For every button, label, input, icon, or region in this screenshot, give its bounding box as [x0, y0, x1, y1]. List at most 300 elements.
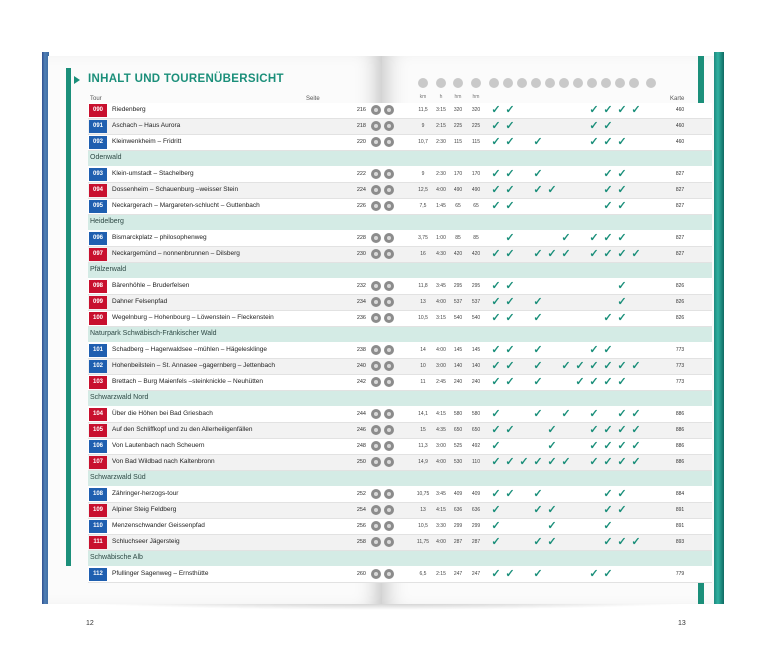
- table-row: [88, 407, 712, 423]
- check-icon: ✓: [603, 120, 613, 132]
- stat-km: 6,5: [419, 571, 427, 577]
- check-icon: ✓: [589, 104, 599, 116]
- check-icon: ✓: [603, 424, 613, 436]
- stat-hm2: 85: [473, 235, 479, 241]
- tour-number-badge: 106: [89, 440, 107, 453]
- stat-hm2: 65: [473, 203, 479, 209]
- tour-number-badge: 099: [89, 296, 107, 309]
- table-row: [88, 231, 712, 247]
- stat-km: 16: [420, 251, 426, 257]
- car-icon: [418, 78, 428, 88]
- difficulty-icon: [371, 249, 381, 259]
- tour-name: Bismarckplatz – philosophenweg: [112, 234, 207, 241]
- stat-hm1: 420: [453, 251, 463, 257]
- table-row: [88, 119, 712, 135]
- check-icon: ✓: [491, 440, 501, 452]
- table-row: [88, 487, 712, 503]
- stat-km: 7,5: [419, 203, 427, 209]
- check-icon: ✓: [491, 312, 501, 324]
- rating-icon: [384, 233, 394, 243]
- check-icon: ✓: [603, 360, 613, 372]
- stat-km: 3,75: [418, 235, 428, 241]
- difficulty-icon: [371, 105, 381, 115]
- check-icon: ✓: [505, 568, 515, 580]
- check-icon: ✓: [589, 120, 599, 132]
- karte-number: 826: [675, 299, 685, 305]
- check-icon: ✓: [505, 280, 515, 292]
- tour-name: Klein-umstadt – Stachelberg: [112, 170, 194, 177]
- rating-icon: [384, 537, 394, 547]
- check-icon: ✓: [589, 360, 599, 372]
- tour-name: Pfullinger Sagenweg – Ernsthütte: [112, 570, 209, 577]
- check-icon: ✓: [505, 136, 515, 148]
- region-header: [88, 263, 712, 279]
- tour-page: 244: [356, 411, 366, 417]
- unit-label: h: [439, 94, 443, 100]
- difficulty-icon: [371, 537, 381, 547]
- stat-h: 1:00: [436, 235, 446, 241]
- tour-page: 236: [356, 315, 366, 321]
- check-icon: ✓: [491, 104, 501, 116]
- check-icon: ✓: [533, 456, 543, 468]
- table-row: [88, 103, 712, 119]
- tour-number-badge: 103: [89, 376, 107, 389]
- stat-h: 2:30: [436, 171, 446, 177]
- stat-h: 2:15: [436, 571, 446, 577]
- table-row: [88, 439, 712, 455]
- check-icon: ✓: [505, 200, 515, 212]
- tour-page: 220: [356, 139, 366, 145]
- stat-hm2: 420: [471, 251, 481, 257]
- check-icon: ✓: [491, 200, 501, 212]
- check-icon: ✓: [617, 504, 627, 516]
- check-icon: ✓: [617, 232, 627, 244]
- table-row: [88, 375, 712, 391]
- check-icon: ✓: [533, 248, 543, 260]
- check-icon: ✓: [561, 248, 571, 260]
- table-row: [88, 567, 712, 583]
- check-icon: ✓: [533, 488, 543, 500]
- rating-icon: [384, 505, 394, 515]
- rating-icon: [384, 281, 394, 291]
- difficulty-icon: [371, 169, 381, 179]
- rating-icon: [384, 105, 394, 115]
- stat-h: 3:00: [436, 363, 446, 369]
- karte-number: 891: [675, 507, 685, 513]
- stat-km: 11,5: [418, 107, 428, 113]
- stat-hm1: 247: [453, 571, 463, 577]
- book-edge-right: [714, 52, 724, 604]
- stat-h: 4:00: [436, 459, 446, 465]
- train-icon: [503, 78, 513, 88]
- stat-h: 2:15: [436, 123, 446, 129]
- check-icon: ✓: [617, 360, 627, 372]
- karte-number: 827: [675, 235, 685, 241]
- check-icon: ✓: [575, 360, 585, 372]
- check-icon: ✓: [603, 232, 613, 244]
- tour-name: Schadberg – Hagerwaldsee –mühlen – Hägelesklinge: [112, 346, 268, 353]
- stat-hm1: 295: [453, 283, 463, 289]
- rating-icon: [384, 489, 394, 499]
- tour-number-badge: 096: [89, 232, 107, 245]
- table-row: [88, 247, 712, 263]
- mountain-icon: [453, 78, 463, 88]
- stat-hm1: 140: [453, 363, 463, 369]
- region-label: Heidelberg: [90, 218, 124, 225]
- stat-hm1: 320: [453, 107, 463, 113]
- region-header: [88, 551, 712, 567]
- check-icon: ✓: [533, 568, 543, 580]
- stat-km: 15: [420, 427, 426, 433]
- stat-km: 12,5: [418, 187, 428, 193]
- difficulty-icon: [371, 233, 381, 243]
- tour-number-badge: 090: [89, 104, 107, 117]
- parking-icon: [489, 78, 499, 88]
- check-icon: ✓: [589, 136, 599, 148]
- stat-hm1: 299: [453, 523, 463, 529]
- tour-name: Wegelnburg – Hohenbourg – Löwenstein – Fleckenstein: [112, 314, 274, 321]
- page-title: INHALT UND TOURENÜBERSICHT: [88, 73, 284, 85]
- stat-h: 3:30: [436, 523, 446, 529]
- check-icon: ✓: [533, 312, 543, 324]
- header-seite: Seite: [306, 96, 320, 102]
- check-icon: ✓: [491, 408, 501, 420]
- check-icon: ✓: [603, 248, 613, 260]
- check-icon: ✓: [533, 344, 543, 356]
- stat-h: 4:15: [436, 411, 446, 417]
- map-icon: [646, 78, 656, 88]
- tour-number-badge: 098: [89, 280, 107, 293]
- tour-page: 248: [356, 443, 366, 449]
- check-icon: ✓: [631, 440, 641, 452]
- check-icon: ✓: [547, 536, 557, 548]
- check-icon: ✓: [589, 424, 599, 436]
- check-icon: ✓: [547, 248, 557, 260]
- check-icon: ✓: [505, 296, 515, 308]
- tour-name: Neckargemünd – nonnenbrunnen – Dilsberg: [112, 250, 240, 257]
- check-icon: ✓: [617, 280, 627, 292]
- tour-page: 254: [356, 507, 366, 513]
- check-icon: ✓: [589, 440, 599, 452]
- rating-icon: [384, 569, 394, 579]
- tour-page: 246: [356, 427, 366, 433]
- cable-car-icon: [517, 78, 527, 88]
- water-icon: [615, 78, 625, 88]
- check-icon: ✓: [491, 504, 501, 516]
- stat-hm2: 492: [471, 443, 481, 449]
- stat-h: 3:00: [436, 443, 446, 449]
- check-icon: ✓: [631, 104, 641, 116]
- check-icon: ✓: [491, 184, 501, 196]
- page-number-left: 12: [86, 620, 94, 627]
- tour-table: [88, 103, 712, 583]
- table-row: [88, 455, 712, 471]
- check-icon: ✓: [631, 360, 641, 372]
- region-header: [88, 151, 712, 167]
- check-icon: ✓: [617, 168, 627, 180]
- region-header: [88, 391, 712, 407]
- check-icon: ✓: [617, 376, 627, 388]
- stat-hm2: 225: [471, 123, 481, 129]
- check-icon: ✓: [505, 488, 515, 500]
- check-icon: ✓: [561, 456, 571, 468]
- difficulty-icon: [371, 489, 381, 499]
- karte-number: 826: [675, 315, 685, 321]
- check-icon: ✓: [547, 520, 557, 532]
- table-row: [88, 311, 712, 327]
- check-icon: ✓: [505, 120, 515, 132]
- tour-name: Riedenberg: [112, 106, 146, 113]
- stat-hm2: 115: [472, 139, 480, 145]
- karte-number: 826: [675, 283, 685, 289]
- rating-icon: [384, 457, 394, 467]
- rating-icon: [384, 425, 394, 435]
- difficulty-icon: [371, 441, 381, 451]
- rating-icon: [384, 169, 394, 179]
- stat-hm2: 140: [471, 363, 481, 369]
- tour-page: 218: [356, 123, 366, 129]
- check-icon: ✓: [491, 536, 501, 548]
- check-icon: ✓: [491, 520, 501, 532]
- check-icon: ✓: [575, 376, 585, 388]
- region-label: Schwarzwald Nord: [90, 394, 149, 401]
- stat-h: 4:00: [436, 299, 446, 305]
- stat-hm1: 636: [453, 507, 463, 513]
- check-icon: ✓: [631, 536, 641, 548]
- tour-page: 224: [356, 187, 366, 193]
- check-icon: ✓: [589, 568, 599, 580]
- tour-number-badge: 100: [89, 312, 107, 325]
- check-icon: ✓: [617, 104, 627, 116]
- tour-number-badge: 109: [89, 504, 107, 517]
- karte-number: 827: [675, 171, 685, 177]
- karte-number: 886: [675, 427, 685, 433]
- tour-name: Von Lautenbach nach Scheuern: [112, 442, 205, 449]
- check-icon: ✓: [547, 456, 557, 468]
- table-row: [88, 423, 712, 439]
- stat-hm1: 530: [453, 459, 463, 465]
- accent-bar-left: [66, 68, 71, 566]
- check-icon: ✓: [491, 280, 501, 292]
- stat-h: 2:30: [436, 139, 446, 145]
- stat-km: 11,8: [418, 283, 428, 289]
- region-label: Schwäbische Alb: [90, 554, 143, 561]
- karte-number: 891: [675, 523, 685, 529]
- check-icon: ✓: [589, 248, 599, 260]
- rating-icon: [384, 313, 394, 323]
- stat-km: 13: [420, 507, 426, 513]
- stat-hm2: 247: [471, 571, 481, 577]
- castle-icon: [601, 78, 611, 88]
- restaurant-icon: [531, 78, 541, 88]
- check-icon: ✓: [491, 168, 501, 180]
- tour-page: 222: [356, 171, 366, 177]
- bus-icon: [436, 78, 446, 88]
- rating-icon: [384, 297, 394, 307]
- stat-km: 9: [421, 171, 425, 177]
- table-row: [88, 279, 712, 295]
- rating-icon: [384, 121, 394, 131]
- check-icon: ✓: [491, 344, 501, 356]
- check-icon: ✓: [603, 376, 613, 388]
- rating-icon: [384, 361, 394, 371]
- region-label: Naturpark Schwäbisch-Fränkischer Wald: [90, 330, 217, 337]
- check-icon: ✓: [533, 376, 543, 388]
- region-label: Pfälzerwald: [90, 266, 127, 273]
- check-icon: ✓: [533, 360, 543, 372]
- table-row: [88, 535, 712, 551]
- tour-page: 258: [356, 539, 366, 545]
- check-icon: ✓: [491, 136, 501, 148]
- stat-hm1: 580: [453, 411, 463, 417]
- rating-icon: [384, 185, 394, 195]
- table-row: [88, 135, 712, 151]
- check-icon: ✓: [603, 168, 613, 180]
- check-icon: ✓: [603, 504, 613, 516]
- table-row: [88, 359, 712, 375]
- region-header: [88, 215, 712, 231]
- check-icon: ✓: [505, 344, 515, 356]
- stat-h: 4:00: [436, 347, 446, 353]
- tour-page: 256: [356, 523, 366, 529]
- wheelchair-icon: [587, 78, 597, 88]
- check-icon: ✓: [561, 360, 571, 372]
- tour-name: Hohenbeilstein – St. Annasee –gagernberg – Jettenbach: [112, 362, 275, 369]
- difficulty-icon: [371, 521, 381, 531]
- tour-name: Alpiner Steig Feldberg: [112, 506, 177, 513]
- tour-page: 232: [356, 283, 366, 289]
- check-icon: ✓: [631, 456, 641, 468]
- tour-number-badge: 093: [89, 168, 107, 181]
- tour-page: 234: [356, 299, 366, 305]
- tour-name: Dahner Felsenpfad: [112, 298, 168, 305]
- stat-km: 10,5: [418, 315, 428, 321]
- stat-km: 11,3: [418, 443, 428, 449]
- difficulty-icon: [371, 361, 381, 371]
- karte-number: 886: [675, 459, 685, 465]
- stat-hm2: 295: [471, 283, 481, 289]
- difficulty-icon: [371, 313, 381, 323]
- karte-number: 886: [675, 443, 685, 449]
- tour-name: Von Bad Wildbad nach Kaltenbronn: [112, 458, 215, 465]
- header-karte: Karte: [670, 96, 685, 102]
- check-icon: ✓: [533, 296, 543, 308]
- stat-hm1: 409: [453, 491, 463, 497]
- table-row: [88, 503, 712, 519]
- check-icon: ✓: [491, 568, 501, 580]
- check-icon: ✓: [617, 184, 627, 196]
- camera-icon: [629, 78, 639, 88]
- check-icon: ✓: [617, 312, 627, 324]
- tour-page: 230: [356, 251, 366, 257]
- check-icon: ✓: [547, 184, 557, 196]
- tour-name: Dossenheim – Schauenburg –weisser Stein: [112, 186, 239, 193]
- stat-h: 4:35: [436, 427, 446, 433]
- check-icon: ✓: [505, 456, 515, 468]
- stat-km: 10,5: [418, 523, 428, 529]
- tour-number-badge: 094: [89, 184, 107, 197]
- karte-number: 827: [675, 251, 685, 257]
- tour-name: Menzenschwander Geissenpfad: [112, 522, 205, 529]
- difficulty-icon: [371, 457, 381, 467]
- stat-hm2: 240: [471, 379, 481, 385]
- karte-number: 773: [675, 363, 685, 369]
- stat-km: 14,9: [418, 459, 428, 465]
- tour-number-badge: 108: [89, 488, 107, 501]
- tour-name: Schluchseer Jägersteig: [112, 538, 180, 545]
- check-icon: ✓: [505, 232, 515, 244]
- check-icon: ✓: [533, 408, 543, 420]
- tour-number-badge: 102: [89, 360, 107, 373]
- karte-number: 773: [675, 347, 685, 353]
- hike-icon: [471, 78, 481, 88]
- check-icon: ✓: [533, 504, 543, 516]
- stat-km: 14: [420, 347, 426, 353]
- tour-number-badge: 110: [89, 520, 107, 533]
- table-row: [88, 199, 712, 215]
- difficulty-icon: [371, 409, 381, 419]
- check-icon: ✓: [533, 536, 543, 548]
- check-icon: ✓: [505, 168, 515, 180]
- unit-label: hm: [472, 94, 480, 100]
- check-icon: ✓: [533, 168, 543, 180]
- tour-name: Zähringer-herzogs-tour: [112, 490, 179, 497]
- tour-name: Bärenhöhle – Bruderfelsen: [112, 282, 190, 289]
- tour-name: Auf den Schliffkopf und zu den Allerheiligenfällen: [112, 426, 253, 433]
- difficulty-icon: [371, 569, 381, 579]
- tour-page: 242: [356, 379, 366, 385]
- stat-hm1: 240: [453, 379, 463, 385]
- table-row: [88, 183, 712, 199]
- check-icon: ✓: [617, 248, 627, 260]
- check-icon: ✓: [589, 344, 599, 356]
- rating-icon: [384, 345, 394, 355]
- check-icon: ✓: [617, 440, 627, 452]
- karte-number: 886: [675, 411, 685, 417]
- stat-hm2: 145: [471, 347, 481, 353]
- check-icon: ✓: [589, 232, 599, 244]
- check-icon: ✓: [491, 488, 501, 500]
- stat-hm1: 170: [453, 171, 463, 177]
- stat-hm2: 320: [471, 107, 481, 113]
- difficulty-icon: [371, 345, 381, 355]
- tour-number-badge: 107: [89, 456, 107, 469]
- tour-number-badge: 104: [89, 408, 107, 421]
- check-icon: ✓: [589, 376, 599, 388]
- check-icon: ✓: [631, 248, 641, 260]
- check-icon: ✓: [505, 248, 515, 260]
- tour-number-badge: 095: [89, 200, 107, 213]
- stat-hm2: 287: [471, 539, 481, 545]
- karte-number: 827: [675, 203, 685, 209]
- page-number-right: 13: [678, 620, 686, 627]
- stat-hm2: 540: [471, 315, 481, 321]
- stat-km: 13: [420, 299, 426, 305]
- tour-number-badge: 105: [89, 424, 107, 437]
- tour-name: Brettach – Burg Maienfels –steinknickle – Neuhütten: [112, 378, 264, 385]
- stat-hm2: 650: [471, 427, 481, 433]
- karte-number: 460: [675, 139, 685, 145]
- header-tour: Tour: [90, 96, 102, 102]
- karte-number: 884: [675, 491, 685, 497]
- check-icon: ✓: [533, 184, 543, 196]
- stat-hm1: 650: [453, 427, 463, 433]
- karte-number: 893: [675, 539, 685, 545]
- region-header: [88, 471, 712, 487]
- stat-hm1: 65: [455, 203, 461, 209]
- karte-number: 779: [675, 571, 685, 577]
- check-icon: ✓: [603, 536, 613, 548]
